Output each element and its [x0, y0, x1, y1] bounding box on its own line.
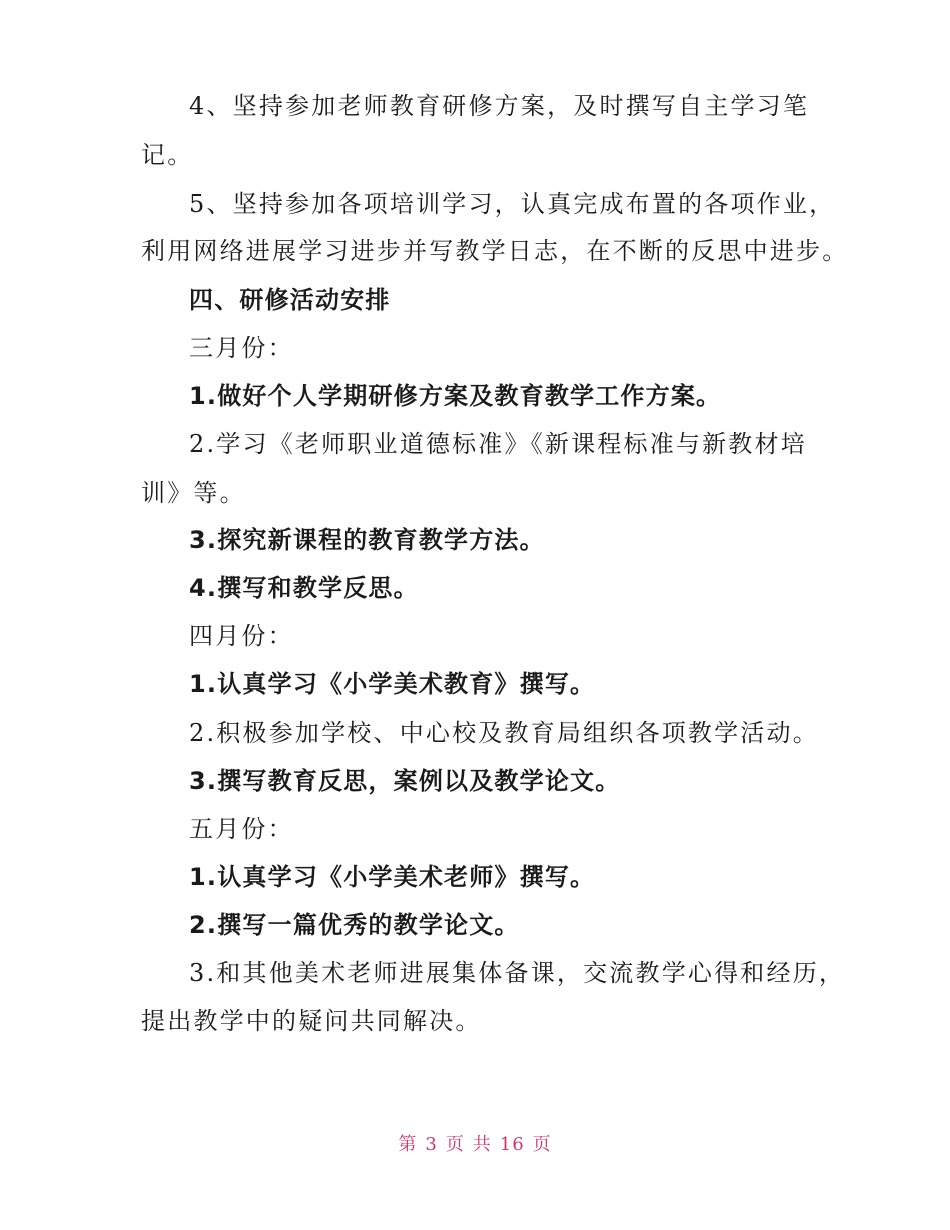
- list-item: 2.积极参加学校、中心校及教育局组织各项教学活动。: [189, 719, 819, 747]
- body-line: 4、坚持参加老师教育研修方案，及时撰写自主学习笔: [189, 92, 810, 120]
- current-page-number: 3: [425, 1134, 438, 1155]
- list-item: 3.撰写教育反思，案例以及教学论文。: [189, 767, 621, 795]
- page-footer: [0, 1133, 950, 1157]
- total-pages-suffix: 页: [532, 1134, 552, 1155]
- body-line: 利用网络进展学习进步并写教学日志，在不断的反思中进步。: [141, 237, 849, 265]
- month-heading: 四月份：: [189, 622, 294, 650]
- list-item: 1.认真学习《小学美术老师》撰写。: [189, 863, 596, 891]
- list-item-continuation: 提出教学中的疑问共同解决。: [141, 1007, 482, 1035]
- list-item: 1.做好个人学期研修方案及教育教学工作方案。: [189, 382, 722, 410]
- month-heading: 五月份：: [189, 815, 294, 843]
- list-item: 2.学习《老师职业道德标准》《新课程标准与新教材培: [189, 430, 807, 458]
- month-heading: 三月份：: [189, 334, 294, 362]
- body-line: 5、坚持参加各项培训学习，认真完成布置的各项作业，: [189, 190, 836, 218]
- total-pages-number: 16: [499, 1134, 525, 1155]
- page-number-prefix: 第: [398, 1134, 418, 1155]
- list-item: 1.认真学习《小学美术教育》撰写。: [189, 670, 596, 698]
- list-item-continuation: 训》等。: [141, 479, 246, 507]
- list-item: 3.和其他美术老师进展集体备课，交流教学心得和经历，: [189, 959, 846, 987]
- list-item: 4.撰写和教学反思。: [189, 574, 419, 602]
- page-number-word: 页: [445, 1134, 465, 1155]
- list-item: 3.探究新课程的教育教学方法。: [189, 526, 545, 554]
- section-heading: 四、研修活动安排: [189, 286, 391, 314]
- total-pages-prefix: 共: [472, 1134, 492, 1155]
- list-item: 2.撰写一篇优秀的教学论文。: [189, 911, 520, 939]
- body-line: 记。: [141, 141, 194, 169]
